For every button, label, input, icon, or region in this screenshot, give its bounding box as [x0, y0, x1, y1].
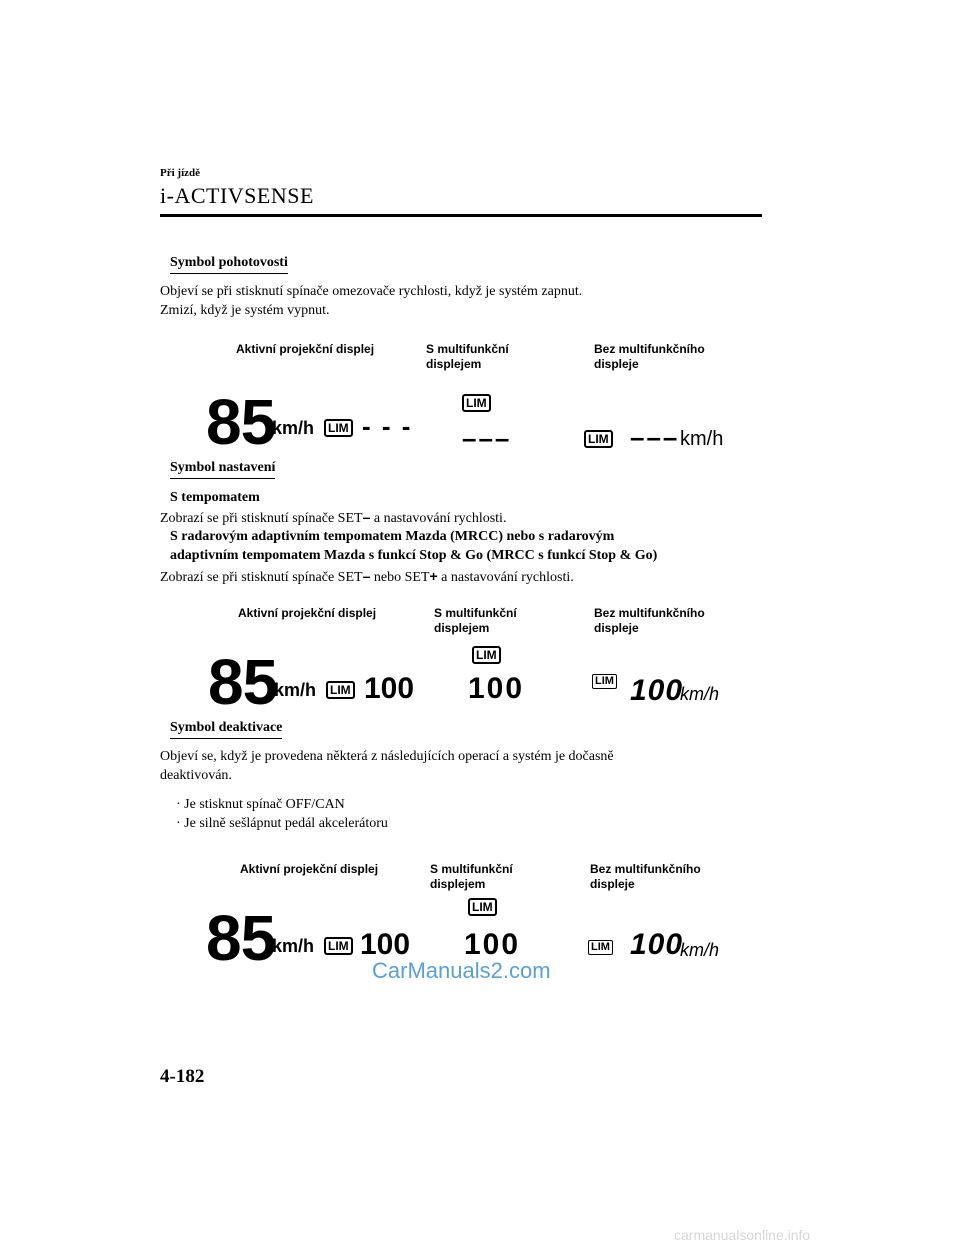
hud-set-dashes: - - - [362, 411, 413, 441]
standby-text-1: Objeví se při stisknutí spínače omezovače rychlosti, když je systém zapnut. [160, 284, 583, 299]
setting-text-mrcc-b: nebo SET [373, 570, 430, 585]
lim-icon: LIM [592, 674, 617, 689]
bullet-dot: · [176, 797, 181, 812]
deactivate-text-1: Objeví se, když je provedena některá z následujících operací a systém je dočasně [160, 749, 614, 764]
setting-text-mrcc-a: Zobrazí se při stisknutí spínače SET [160, 570, 363, 585]
col-label-none-line2: displeje [590, 877, 635, 891]
list-item [176, 814, 388, 834]
minus-icon: – [362, 568, 371, 584]
setting-text-mrcc-c: a nastavování rychlosti. [441, 570, 574, 585]
deactivate-heading: Symbol deaktivace [170, 720, 282, 739]
seg-unit: km/h [680, 684, 720, 704]
col-label-none [594, 606, 705, 636]
col-label-multi-line1: S multifunkční [426, 342, 509, 356]
setting-sub-mrcc-2: adaptivním tempomatem Mazda s funkcí Stop & Go (MRCC s funkcí Stop & Go) [170, 548, 658, 563]
setting-text-cruise [160, 507, 506, 529]
header-rule [160, 214, 762, 217]
lim-icon: LIM [462, 394, 491, 412]
seg-set-dashes: ––– [630, 422, 680, 452]
col-label-multi-line1: S multifunkční [430, 862, 513, 876]
lim-icon: LIM [324, 937, 353, 955]
hud-speed: 85 [206, 902, 276, 974]
hud-speed-unit: km/h [274, 680, 317, 700]
col-label-multi-line2: displejem [434, 621, 490, 635]
setting-text-cruise-b: a nastavování rychlosti. [373, 511, 507, 526]
hud-set-speed: 100 [360, 928, 411, 961]
list-item [176, 795, 345, 815]
plus-icon: + [429, 568, 438, 584]
lim-icon: LIM [588, 940, 613, 955]
col-label-multi-line2: displejem [426, 357, 482, 371]
setting-text-mrcc [160, 566, 574, 588]
col-label-multi [434, 606, 517, 636]
col-label-none-line2: displeje [594, 357, 639, 371]
multi-set-speed: 100 [468, 672, 525, 705]
col-label-multi-line2: displejem [430, 877, 486, 891]
bullet-text: Je silně sešlápnut pedál akcelerátoru [184, 816, 388, 831]
minus-icon: – [362, 509, 371, 525]
col-label-none-line1: Bez multifunkčního [590, 862, 701, 876]
seg-unit: km/h [680, 428, 724, 450]
col-label-hud: Aktivní projekční displej [236, 342, 375, 356]
setting-text-cruise-a: Zobrazí se při stisknutí spínače SET [160, 511, 363, 526]
setting-sub-cruise: S tempomatem [170, 490, 260, 505]
bullet-text: Je stisknut spínač OFF/CAN [184, 797, 345, 812]
col-label-none-line1: Bez multifunkčního [594, 342, 705, 356]
setting-sub-mrcc-1: S radarovým adaptivním tempomatem Mazda (MRCC) nebo s radarovým [170, 529, 615, 544]
standby-heading: Symbol pohotovosti [170, 255, 288, 274]
col-label-multi-line1: S multifunkční [434, 606, 517, 620]
seg-unit: km/h [680, 940, 720, 960]
lim-icon: LIM [326, 681, 355, 699]
col-label-hud: Aktivní projekční displej [240, 862, 379, 876]
col-label-none [594, 342, 705, 372]
chapter-label: Při jízdě [160, 167, 201, 179]
multi-set-speed: 100 [464, 928, 521, 961]
hud-set-speed: 100 [364, 672, 415, 705]
col-label-multi [430, 862, 513, 892]
col-label-hud: Aktivní projekční displej [238, 606, 377, 620]
seg-set-speed: 100 [630, 674, 684, 707]
setting-heading: Symbol nastavení [170, 460, 275, 479]
deactivate-text-2: deaktivován. [160, 768, 232, 783]
section-title: i-ACTIVSENSE [160, 183, 314, 208]
hud-speed-unit: km/h [272, 418, 315, 438]
standby-text-2: Zmizí, když je systém vypnut. [160, 303, 330, 318]
lim-icon: LIM [584, 430, 613, 448]
hud-speed-unit: km/h [272, 936, 315, 956]
col-label-multi [426, 342, 509, 372]
hud-speed: 85 [206, 386, 276, 458]
lim-icon: LIM [472, 646, 501, 664]
watermark: CarManuals2.com [372, 958, 551, 983]
lim-icon: LIM [468, 898, 497, 916]
page-number: 4-182 [160, 1066, 205, 1087]
col-label-none [590, 862, 701, 892]
col-label-none-line2: displeje [594, 621, 639, 635]
lim-icon: LIM [324, 419, 353, 437]
footer-watermark: carmanualsonline.info [674, 1227, 811, 1243]
seg-set-speed: 100 [630, 928, 684, 961]
hud-speed: 85 [208, 646, 278, 718]
col-label-none-line1: Bez multifunkčního [594, 606, 705, 620]
multi-set-dashes: ––– [462, 423, 512, 453]
bullet-dot: · [176, 816, 181, 831]
